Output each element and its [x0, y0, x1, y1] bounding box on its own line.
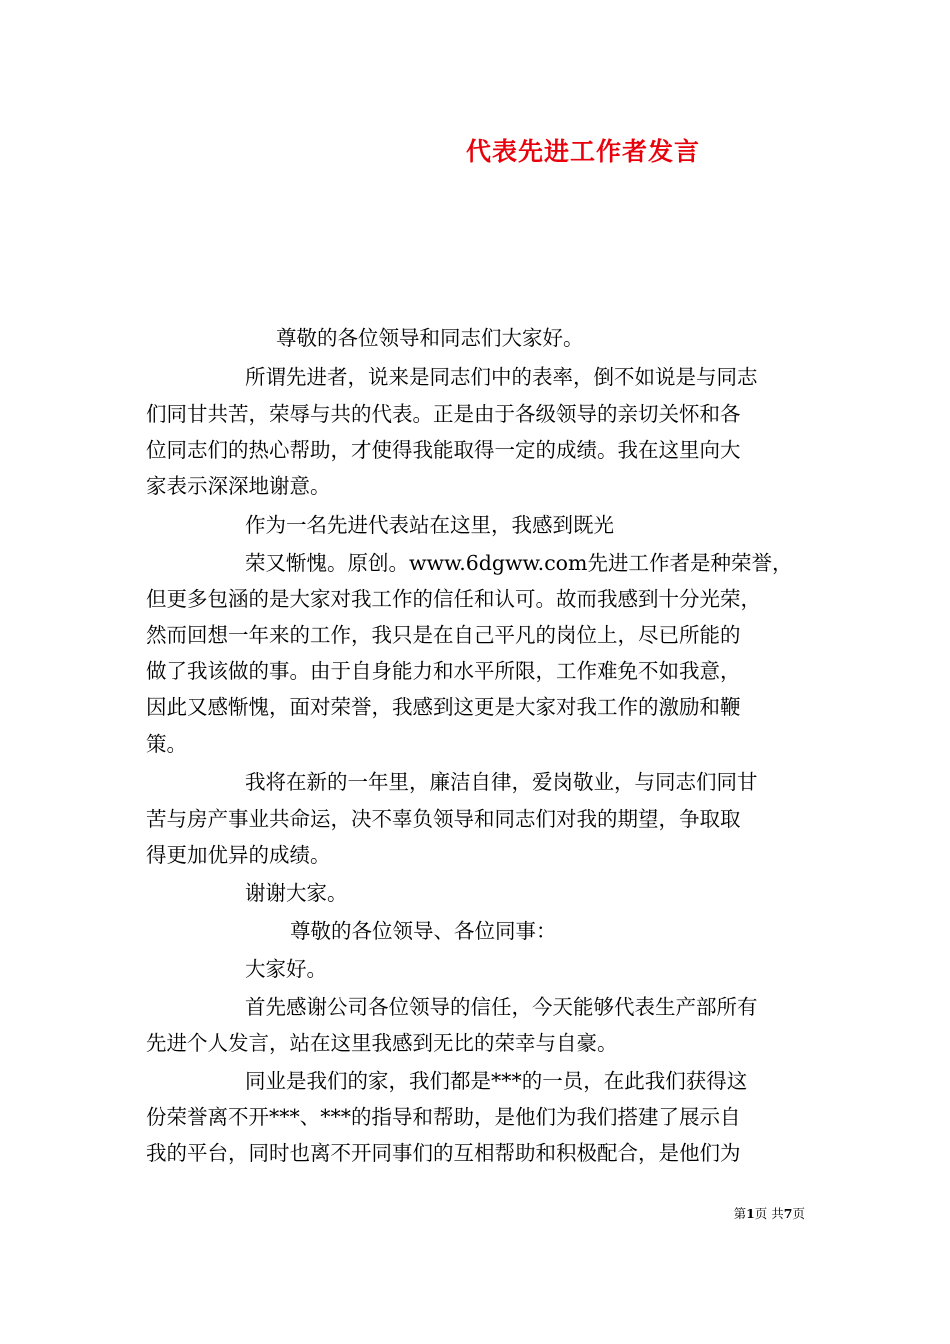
total-page-number: 7 [783, 1206, 793, 1221]
body-line: 得更加优异的成绩。 [146, 843, 331, 867]
document-title: 代表先进工作者发言 [465, 137, 700, 166]
body-line: 做了我该做的事。由于自身能力和水平所限，工作难免不如我意， [146, 659, 741, 683]
body-line: 家表示深深地谢意。 [146, 474, 331, 498]
body-line: 同业是我们的家，我们都是***的一员，在此我们获得这 [245, 1069, 748, 1093]
page-middle: 页 共 [754, 1206, 784, 1221]
body-line: 位同志们的热心帮助，才使得我能取得一定的成绩。我在这里向大 [146, 438, 741, 462]
body-line: 所谓先进者，说来是同志们中的表率，倒不如说是与同志 [245, 365, 758, 389]
body-line: 尊敬的各位领导和同志们大家好。 [276, 326, 584, 350]
body-line: 大家好。 [245, 957, 327, 981]
body-line: 荣又惭愧。原创。www.6dgww.com先进工作者是种荣誉， [245, 551, 793, 575]
body-line: 然而回想一年来的工作，我只是在自己平凡的岗位上，尽已所能的 [146, 623, 741, 647]
page-suffix: 页 [792, 1206, 805, 1221]
body-line: 谢谢大家。 [245, 881, 348, 905]
body-line: 因此又感惭愧，面对荣誉，我感到这更是大家对我工作的激励和鞭 [146, 695, 741, 719]
body-line: 作为一名先进代表站在这里，我感到既光 [245, 513, 614, 537]
body-line: 首先感谢公司各位领导的信任，今天能够代表生产部所有 [245, 995, 758, 1019]
current-page-number: 1 [746, 1206, 755, 1221]
body-line: 我的平台，同时也离不开同事们的互相帮助和积极配合，是他们为 [146, 1141, 741, 1165]
body-line: 苦与房产事业共命运，决不辜负领导和同志们对我的期望，争取取 [146, 807, 741, 831]
body-line: 策。 [146, 732, 187, 756]
body-line: 们同甘共苦，荣辱与共的代表。正是由于各级领导的亲切关怀和各 [146, 402, 741, 426]
page-prefix: 第 [733, 1206, 747, 1221]
body-line: 我将在新的一年里，廉洁自律，爱岗敬业，与同志们同甘 [245, 770, 758, 794]
body-line: 尊敬的各位领导、各位同事： [290, 919, 557, 943]
body-line: 先进个人发言，站在这里我感到无比的荣幸与自豪。 [146, 1031, 618, 1055]
body-line: 份荣誉离不开***、***的指导和帮助，是他们为我们搭建了展示自 [146, 1105, 741, 1129]
page-number-footer [734, 1206, 805, 1222]
body-line: 但更多包涵的是大家对我工作的信任和认可。故而我感到十分光荣， [146, 587, 761, 611]
